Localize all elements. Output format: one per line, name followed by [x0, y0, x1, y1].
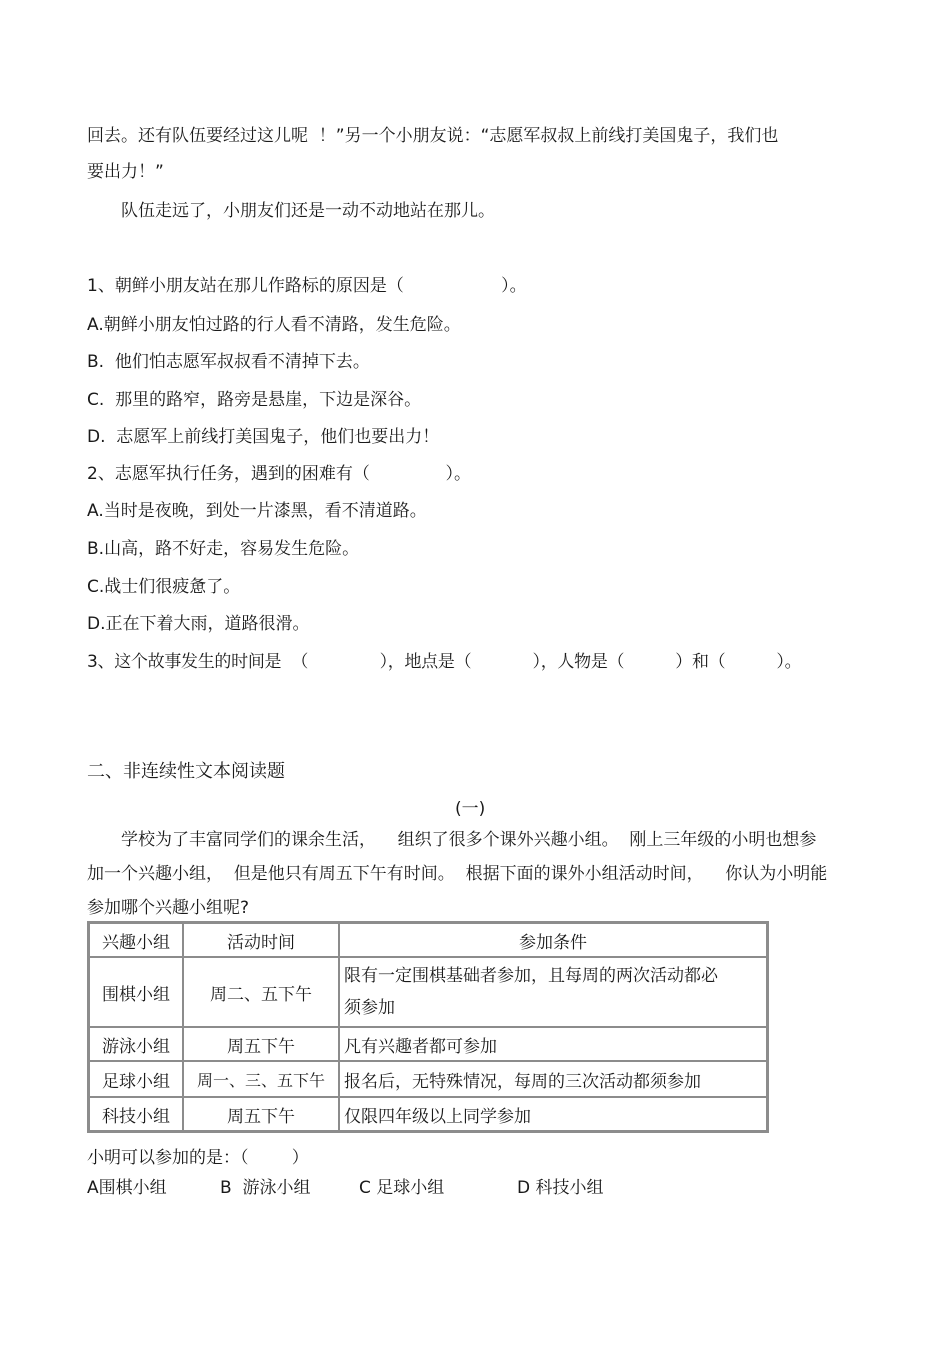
section-subheading: (一)	[455, 799, 486, 819]
row-time: 周二、五下午	[183, 957, 339, 1027]
row-time: 周五下午	[183, 1027, 339, 1061]
row-condition: 凡有兴趣者都可参加	[339, 1027, 767, 1061]
header-time: 活动时间	[183, 923, 339, 957]
row-time: 周五下午	[183, 1097, 339, 1131]
answer-option-b: B 游泳小组	[220, 1178, 311, 1198]
row-time: 周一、三、五下午	[183, 1061, 339, 1097]
question-1-option-a: A.朝鲜小朋友怕过路的行人看不清路，发生危险。	[87, 315, 461, 335]
interest-group-table	[87, 921, 769, 1133]
question-1-option-c: C. 那里的路窄，路旁是悬崖，下边是深谷。	[87, 390, 422, 410]
question-2-stem: 2、志愿军执行任务，遇到的困难有（ ）。	[87, 464, 471, 484]
row-condition-line: 限有一定围棋基础者参加，且每周的两次活动都必	[344, 966, 718, 986]
row-group: 游泳小组	[89, 1027, 183, 1061]
row-group: 足球小组	[89, 1061, 183, 1097]
passage-line-2: 要出力！”	[87, 162, 164, 182]
table-row	[89, 1097, 767, 1131]
question-2-option-b: B.山高，路不好走，容易发生危险。	[87, 539, 360, 559]
row-condition: 仅限四年级以上同学参加	[339, 1097, 767, 1131]
table-row	[89, 957, 767, 1027]
row-group: 科技小组	[89, 1097, 183, 1131]
question-2-option-a: A.当时是夜晚，到处一片漆黑，看不清道路。	[87, 501, 427, 521]
answer-option-d: D 科技小组	[517, 1178, 604, 1198]
header-group: 兴趣小组	[89, 923, 183, 957]
row-condition-line: 须参加	[344, 998, 395, 1018]
intro-line-3: 参加哪个兴趣小组呢?	[87, 898, 250, 918]
question-2-option-c: C.战士们很疲惫了。	[87, 577, 241, 597]
section-heading: 二、非连续性文本阅读题	[87, 761, 285, 782]
row-group: 围棋小组	[89, 957, 183, 1027]
row-condition	[339, 957, 767, 1027]
answer-option-a: A围棋小组	[87, 1178, 167, 1198]
question-2-option-d: D.正在下着大雨，道路很滑。	[87, 614, 310, 634]
table-row	[89, 1027, 767, 1061]
question-1-option-b: B. 他们怕志愿军叔叔看不清掉下去。	[87, 352, 370, 372]
question-1-stem: 1、朝鲜小朋友站在那儿作路标的原因是（ ）。	[87, 276, 527, 296]
question-1-option-d: D. 志愿军上前线打美国鬼子，他们也要出力！	[87, 427, 440, 447]
answer-option-c: C 足球小组	[359, 1178, 445, 1198]
intro-line-2: 加一个兴趣小组， 但是他只有周五下午有时间。 根据下面的课外小组活动时间， 你认为小明能	[87, 864, 828, 884]
question-3-stem: 3、这个故事发生的时间是 （ ），地点是（ ），人物是（ ）和（ ）。	[87, 652, 802, 672]
intro-line-1: 学校为了丰富同学们的课余生活， 组织了很多个课外兴趣小组。 刚上三年级的小明也想参	[121, 830, 817, 850]
passage-line-3: 队伍走远了，小朋友们还是一动不动地站在那儿。	[121, 201, 495, 221]
table-row	[89, 1061, 767, 1097]
row-condition: 报名后，无特殊情况，每周的三次活动都须参加	[339, 1061, 767, 1097]
answer-stem: 小明可以参加的是：（ ）	[87, 1148, 309, 1168]
passage-line-1: 回去。还有队伍要经过这儿呢 ！”另一个小朋友说：“志愿军叔叔上前线打美国鬼子，我们也	[87, 126, 779, 146]
table-header-row	[89, 923, 767, 957]
header-condition: 参加条件	[339, 923, 767, 957]
